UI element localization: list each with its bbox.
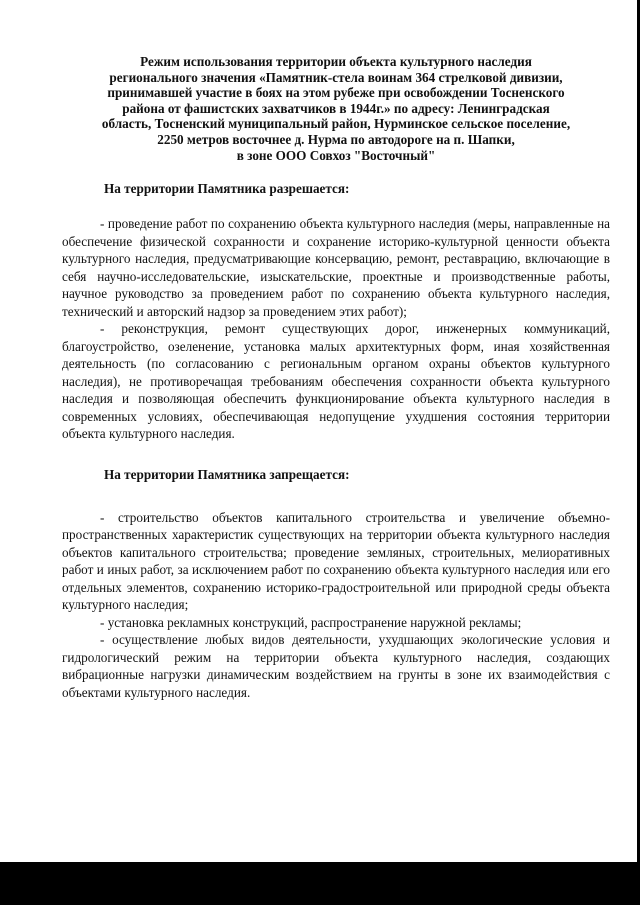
forbidden-item: - строительство объектов капитального строительства и увеличение объемно-пространственных характеристик существующих на территории объекта культурного наследия объектов капитального строительства; проведение земляных, строительных, мелиоративных работ и иных работ, за исключением работ по сохранению объекта культурного наследия или его отдельных элементов, сохранению историко-градостроительной или природной среды объекта культурного наследия;	[62, 509, 610, 613]
allowed-item: - проведение работ по сохранению объекта культурного наследия (меры, направленные на обеспечение физической сохранности и сохранение историко-культурной ценности объекта культурного наследия, предусматривающие консервацию, ремонт, реставрацию, включающие в себя научно-исследовательские, изыскательские, проектные и производственные работы, научное руководство за проведением работ по сохранению объекта культурного наследия, технический и авторский надзор за проведением этих работ);	[62, 216, 610, 319]
title-line: регионального значения «Памятник-стела воинам 364 стрелковой дивизии,	[109, 69, 563, 85]
title-line: Режим использования территории объекта культурного наследия	[140, 54, 532, 69]
forbidden-heading: На территории Памятника запрещается:	[104, 466, 350, 482]
title-line: принимавшей участие в боях на этом рубеже при освобождении Тосненского	[107, 85, 565, 101]
title-line: 2250 метров восточнее д. Нурма по автодороге на п. Шапки,	[157, 131, 515, 147]
document-content	[62, 54, 610, 701]
forbidden-item: - установка рекламных конструкций, распространение наружной рекламы;	[100, 614, 522, 630]
bottom-black-band	[0, 862, 640, 905]
document-title	[62, 54, 610, 163]
title-line: района от фашистских захватчиков в 1944г.» по адресу: Ленинградская	[122, 100, 550, 116]
title-line: область, Тосненский муниципальный район, Нурминское сельское поселение,	[101, 116, 571, 132]
allowed-item: - реконструкция, ремонт существующих дорог, инженерных коммуникаций, благоустройство, озеленение, установка малых архитектурных форм, иная хозяйственная деятельность (по согласованию с региональным органом охраны объектов культурного наследия), не противоречащая требованиям обеспечения сохранности объекта культурного наследия и позволяющая обеспечить функционирование объекта культурного наследия в современных условиях, обеспечивающая недопущение ухудшения состояния территории объекта культурного наследия.	[62, 321, 610, 442]
forbidden-item: - осуществление любых видов деятельности, ухудшающих экологические условия и гидрологический режим на территории объекта культурного наследия, создающих вибрационные нагрузки динамическим воздействием на грунты в зоне их взаимодействия с объектами культурного наследия.	[62, 632, 610, 700]
allowed-heading: На территории Памятника разрешается:	[104, 181, 350, 197]
title-line: в зоне ООО Совхоз "Восточный"	[236, 147, 436, 163]
